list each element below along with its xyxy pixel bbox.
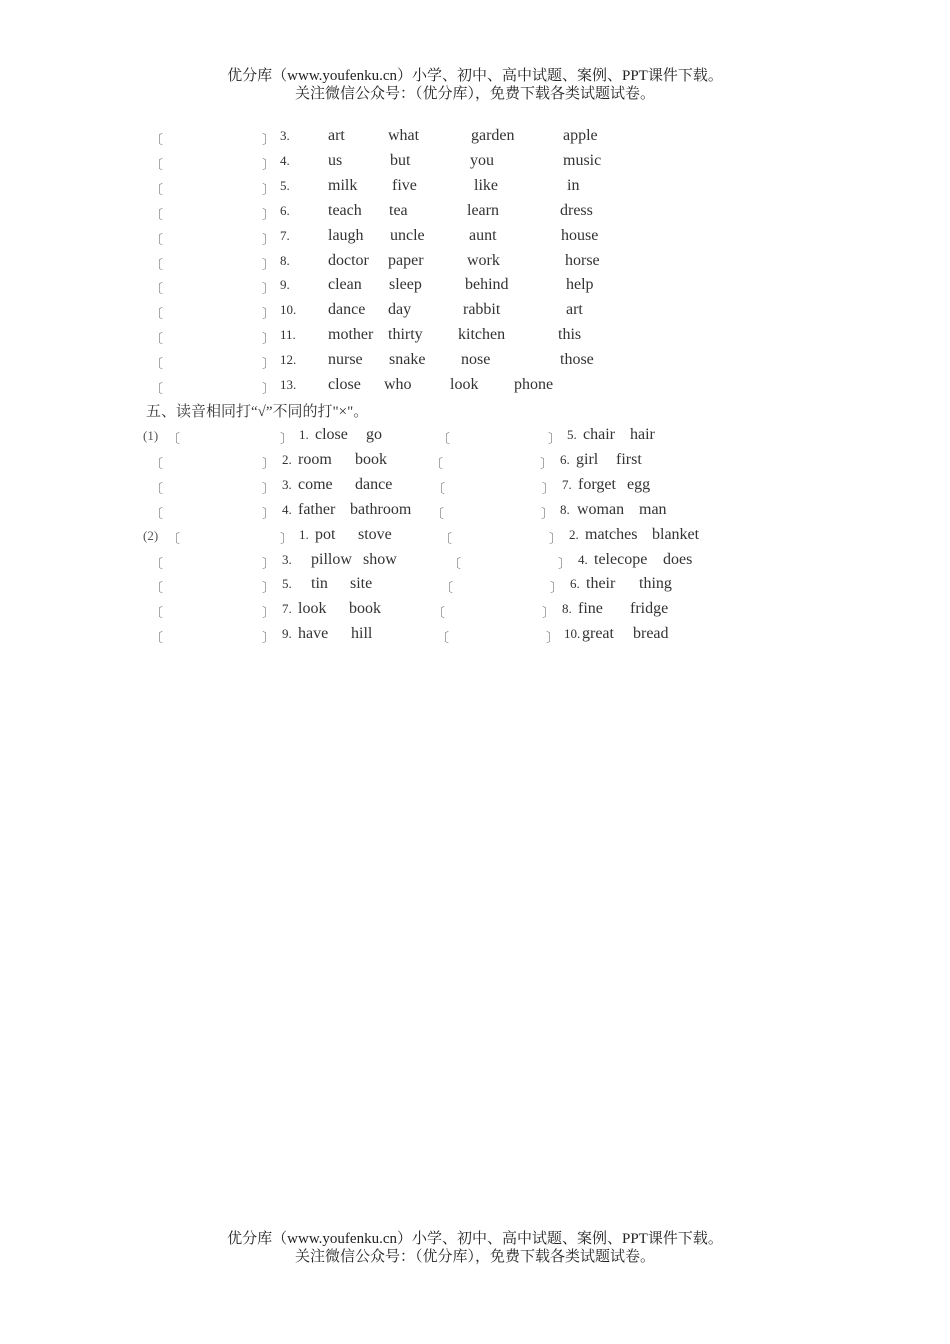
word-option: who [384, 376, 412, 393]
answer-bracket-open: 〔 [167, 530, 181, 546]
word-option: art [328, 127, 345, 144]
pair-word-2: thing [639, 575, 672, 593]
word-option: you [470, 151, 494, 169]
word-option: us [328, 151, 343, 169]
pair-row [0, 426, 950, 448]
word-option: house [561, 226, 599, 244]
question-row [0, 326, 950, 348]
answer-bracket-close: 〕 [262, 381, 276, 396]
pair-word-2: stove [358, 525, 392, 543]
word-option: day [388, 301, 412, 319]
pair-word-2: man [639, 500, 667, 518]
answer-bracket-open: 〔 [150, 555, 164, 571]
answer-bracket-close: 〕 [280, 530, 294, 546]
answer-bracket-open: 〔 [150, 156, 164, 172]
question-row [0, 127, 950, 149]
answer-bracket-open: 〔 [150, 206, 164, 222]
group-label: (1) [143, 428, 159, 443]
question-number: 5. [280, 177, 290, 193]
answer-bracket-open: 〔 [430, 455, 444, 471]
word-option: learn [467, 201, 499, 219]
question-row [0, 301, 950, 323]
word-option: milk [328, 176, 358, 194]
pair-word-1: look [298, 600, 327, 618]
answer-bracket-close: 〕 [541, 505, 555, 521]
answer-bracket-close: 〕 [262, 580, 276, 596]
word-option: five [392, 176, 417, 194]
question-row [0, 177, 950, 199]
answer-bracket-open: 〔 [150, 381, 164, 396]
answer-bracket-close: 〕 [549, 530, 563, 546]
word-option: clean [328, 276, 362, 294]
answer-bracket-open: 〔 [150, 281, 164, 297]
pair-word-2: dance [355, 475, 393, 493]
question-number: 8. [280, 252, 290, 268]
answer-bracket-close: 〕 [262, 256, 276, 272]
question-number: 10. [280, 302, 297, 318]
header-line-2: 关注微信公众号：（优分库），免费下载各类试题试卷。 [294, 86, 655, 102]
pair-word-1: their [586, 575, 616, 593]
pair-word-1: woman [577, 500, 625, 518]
word-option: apple [563, 127, 598, 144]
pair-word-2: does [663, 550, 693, 568]
group-label: (2) [143, 527, 159, 543]
pair-number: 9. [282, 626, 292, 642]
question-row [0, 376, 950, 398]
answer-bracket-open: 〔 [150, 132, 164, 147]
pair-word-2: hill [351, 625, 373, 643]
answer-bracket-close: 〕 [558, 555, 572, 571]
pair-word-1: room [298, 450, 332, 468]
question-number: 3. [280, 128, 290, 143]
answer-bracket-close: 〕 [262, 181, 276, 197]
pair-number: 1. [299, 526, 309, 542]
footer-line-1: 优分库（www.youfenku.cn）小学、初中、高中试题、案例、PPT课件下载。 [227, 1231, 723, 1247]
pair-number: 2. [569, 526, 579, 542]
pair-word-1: pot [315, 525, 336, 543]
word-option: in [567, 176, 580, 194]
header-line-1: 优分库（www.youfenku.cn）小学、初中、高中试题、案例、PPT课件下载。 [227, 68, 723, 84]
pair-word-1: great [582, 625, 614, 643]
pair-number: 7. [562, 476, 572, 492]
pair-number: 10. [564, 626, 581, 642]
pair-number: 3. [282, 476, 292, 492]
answer-bracket-close: 〕 [262, 206, 276, 222]
pair-number: 8. [560, 501, 570, 517]
word-option: like [474, 176, 498, 194]
pair-word-1: chair [583, 426, 615, 443]
word-option: nose [461, 351, 491, 369]
answer-bracket-open: 〔 [439, 530, 453, 546]
question-row [0, 252, 950, 274]
answer-bracket-close: 〕 [262, 156, 276, 172]
pair-number: 6. [560, 451, 570, 467]
word-option: but [390, 151, 411, 169]
pair-row [0, 451, 950, 473]
word-option: dress [560, 201, 593, 219]
answer-bracket-open: 〔 [440, 580, 454, 596]
pair-row [0, 551, 950, 573]
pair-word-1: forget [578, 475, 616, 493]
word-option: behind [465, 276, 509, 294]
question-number: 12. [280, 352, 297, 368]
answer-bracket-close: 〕 [280, 431, 294, 446]
question-number: 13. [280, 377, 297, 392]
answer-bracket-open: 〔 [431, 505, 445, 521]
answer-bracket-open: 〔 [437, 431, 451, 446]
pair-word-1: telecope [594, 550, 648, 568]
pair-row [0, 526, 950, 548]
word-option: thirty [388, 326, 423, 344]
pair-row [0, 625, 950, 647]
answer-bracket-close: 〕 [542, 605, 556, 621]
word-option: kitchen [458, 326, 506, 344]
answer-bracket-close: 〕 [262, 480, 276, 496]
answer-bracket-open: 〔 [432, 480, 446, 496]
pair-row [0, 501, 950, 523]
word-option: phone [514, 376, 554, 393]
answer-bracket-close: 〕 [546, 630, 560, 646]
word-option: help [566, 276, 594, 294]
answer-bracket-open: 〔 [432, 605, 446, 621]
answer-bracket-open: 〔 [150, 580, 164, 596]
question-number: 11. [280, 327, 296, 343]
word-option: snake [389, 351, 426, 369]
answer-bracket-open: 〔 [150, 306, 164, 322]
answer-bracket-close: 〕 [262, 231, 276, 247]
word-option: those [560, 351, 594, 369]
answer-bracket-close: 〕 [262, 331, 276, 347]
word-option: nurse [328, 351, 363, 369]
answer-bracket-close: 〕 [262, 356, 276, 372]
answer-bracket-close: 〕 [540, 455, 554, 471]
answer-bracket-open: 〔 [150, 505, 164, 521]
answer-bracket-open: 〔 [150, 630, 164, 646]
word-option: sleep [389, 276, 422, 294]
pair-word-2: book [349, 600, 381, 618]
pair-number: 6. [570, 576, 580, 592]
page-header [0, 67, 950, 103]
question-number: 9. [280, 277, 290, 293]
pair-word-2: book [355, 450, 387, 468]
pair-row [0, 476, 950, 498]
question-row [0, 152, 950, 174]
word-option: what [388, 127, 420, 144]
word-option: aunt [469, 226, 497, 244]
pair-row [0, 600, 950, 622]
answer-bracket-close: 〕 [550, 580, 564, 596]
answer-bracket-open: 〔 [150, 605, 164, 621]
word-option: look [450, 376, 479, 393]
answer-bracket-close: 〕 [262, 630, 276, 646]
word-option: dance [328, 301, 366, 319]
word-option: rabbit [463, 301, 501, 319]
word-option: tea [389, 201, 408, 219]
question-number: 7. [280, 227, 290, 243]
pair-word-1: come [298, 475, 333, 493]
word-option: teach [328, 201, 362, 219]
answer-bracket-open: 〔 [150, 181, 164, 197]
word-option: horse [565, 251, 600, 269]
answer-bracket-close: 〕 [262, 605, 276, 621]
pair-number: 4. [578, 551, 588, 567]
pair-number: 7. [282, 601, 292, 617]
pair-word-2: fridge [630, 600, 669, 618]
pair-word-1: have [298, 625, 329, 643]
pair-word-2: site [350, 575, 373, 593]
answer-bracket-close: 〕 [262, 281, 276, 297]
question-row [0, 351, 950, 373]
question-number: 6. [280, 202, 290, 218]
pair-word-2: show [363, 550, 397, 568]
question-number: 4. [280, 152, 290, 168]
answer-bracket-open: 〔 [150, 455, 164, 471]
pair-number: 5. [282, 576, 292, 592]
question-row [0, 202, 950, 224]
pair-word-2: first [616, 450, 642, 468]
answer-bracket-open: 〔 [167, 431, 181, 446]
answer-bracket-close: 〕 [262, 555, 276, 571]
pair-word-1: fine [578, 600, 603, 618]
pair-word-1: father [298, 500, 336, 518]
answer-bracket-open: 〔 [150, 331, 164, 347]
pair-word-2: bread [633, 625, 669, 643]
pair-word-2: go [366, 426, 382, 443]
page-footer [0, 1230, 950, 1266]
pair-word-2: hair [630, 426, 655, 443]
pair-word-1: pillow [311, 550, 352, 568]
answer-bracket-open: 〔 [150, 356, 164, 372]
word-option: work [467, 251, 500, 269]
pair-number: 1. [299, 427, 309, 442]
section-5-title: 五、读音相同打“√”不同的打"×"。 [146, 404, 369, 420]
footer-line-2: 关注微信公众号：（优分库），免费下载各类试题试卷。 [294, 1249, 655, 1265]
pair-number: 5. [567, 427, 577, 442]
word-option: doctor [328, 251, 369, 269]
answer-bracket-open: 〔 [150, 231, 164, 247]
word-option: art [566, 301, 583, 319]
pair-word-1: girl [576, 450, 599, 468]
pair-number: 4. [282, 501, 292, 517]
pair-number: 8. [562, 601, 572, 617]
answer-bracket-open: 〔 [436, 630, 450, 646]
pair-number: 3. [282, 551, 292, 567]
word-option: close [328, 376, 361, 393]
word-option: music [563, 151, 602, 169]
word-option: mother [328, 326, 374, 344]
word-option: garden [471, 127, 515, 144]
answer-bracket-open: 〔 [150, 480, 164, 496]
pair-number: 2. [282, 451, 292, 467]
answer-bracket-close: 〕 [262, 505, 276, 521]
pair-word-2: blanket [652, 525, 700, 543]
answer-bracket-open: 〔 [150, 256, 164, 272]
pair-word-2: egg [627, 475, 651, 493]
pair-word-1: matches [585, 525, 638, 543]
question-row [0, 276, 950, 298]
pair-word-1: close [315, 426, 348, 443]
word-option: laugh [328, 226, 364, 244]
answer-bracket-close: 〕 [542, 480, 556, 496]
pair-word-2: bathroom [350, 500, 412, 518]
answer-bracket-close: 〕 [262, 455, 276, 471]
answer-bracket-open: 〔 [448, 555, 462, 571]
word-option: this [558, 326, 582, 344]
pair-word-1: tin [311, 575, 328, 593]
answer-bracket-close: 〕 [548, 431, 562, 446]
word-option: uncle [390, 226, 425, 244]
pair-row [0, 575, 950, 597]
question-row [0, 227, 950, 249]
answer-bracket-close: 〕 [262, 132, 276, 147]
word-option: paper [388, 251, 424, 269]
answer-bracket-close: 〕 [262, 306, 276, 322]
